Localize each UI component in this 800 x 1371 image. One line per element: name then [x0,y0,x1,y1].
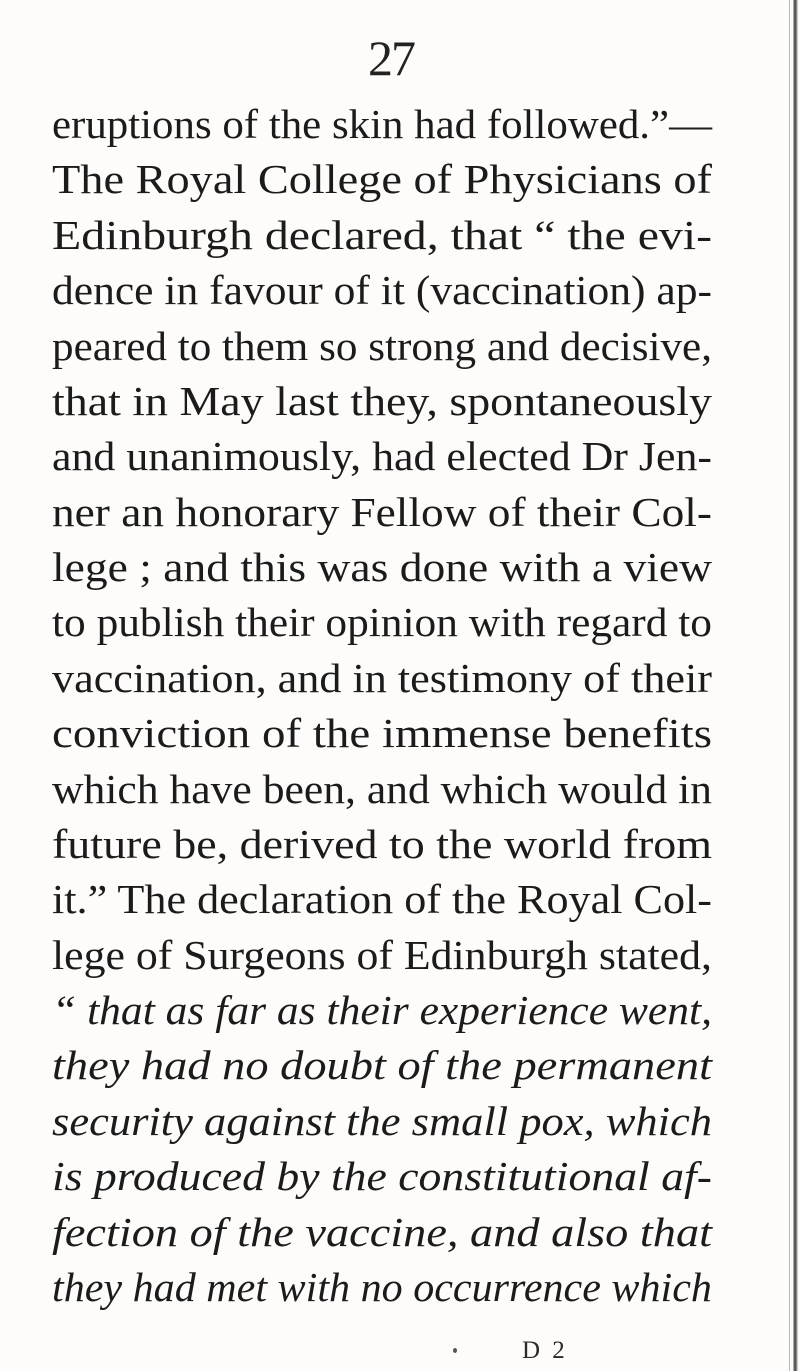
text-line-13: which have been, and which would in [52,766,712,812]
text-line-8: ner an honorary Fellow of their Col- [52,489,712,535]
signature-mark: D 2 [522,1337,568,1364]
page-edge-line [789,0,790,1371]
text-line-7: and unanimously, had elected Dr Jen- [52,433,712,479]
text-line-4: dence in favour of it (vaccination) ap- [52,267,713,313]
text-line-18: they had no doubt of the permanent [52,1042,712,1088]
text-line-10: to publish their opinion with regard to [52,599,712,645]
text-line-15: it.” The declaration of the Royal Col- [52,876,712,922]
text-line-22: they had met with no occurrence which [52,1264,712,1310]
text-line-14: future be, derived to the world from [52,821,713,867]
text-line-1: eruptions of the skin had followed.”— [52,101,712,147]
text-line-2: The Royal College of Physicians of [52,156,712,202]
text-line-21: fection of the vaccine, and also that [52,1209,713,1255]
page-edge-shadow [793,0,798,1371]
text-line-12: conviction of the immense benefits [52,710,713,756]
text-line-3: Edinburgh declared, that “ the evi- [52,212,713,258]
text-line-5: peared to them so strong and decisive, [52,323,712,369]
page-number: 27 [368,30,414,86]
ink-speck [453,1348,457,1353]
text-line-9: lege ; and this was done with a view [52,544,712,590]
text-line-6: that in May last they, spontaneously [52,378,712,424]
text-line-20: is produced by the constitutional af- [52,1153,712,1199]
text-line-17: “ that as far as their experience went, [52,987,712,1033]
text-line-16: lege of Surgeons of Edinburgh stated, [52,932,712,978]
text-line-19: security against the small pox, which [52,1098,713,1144]
text-line-11: vaccination, and in testimony of their [52,655,712,701]
